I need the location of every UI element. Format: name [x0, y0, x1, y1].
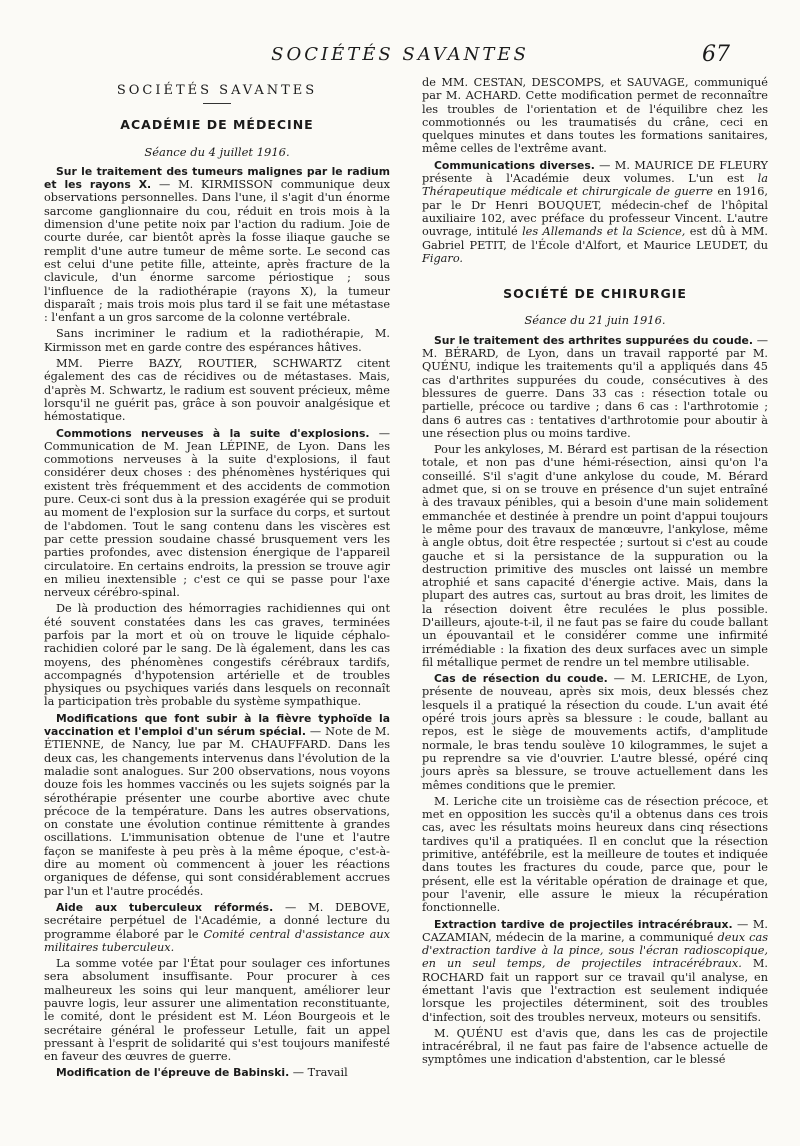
running-head [0, 40, 800, 70]
paragraph-lead: Cas de résection du coude. [434, 672, 608, 686]
paragraph-emphasis: Figaro. [422, 251, 464, 265]
paragraph-text: — Note de M. ÉTIENNE, de Nancy, lue par M. CHAUFFARD. Dans les deux cas, les changements intervenus dans l'évolution de la maladie sont analogues. Sur 200 observations, nous voyons douze fois les hommes vaccinés ou les sujets soignés par la sérothérapie présenter une courbe abortive avec chute précoce de la température. Dans les autres observations, on constate une évolution continue rémittente à grandes oscillations. L'immunisation obtenue de l'une et l'autre façon se manifeste à peu près à la même époque, c'est-à-dire au moment où commencent à jouer les réactions organiques de défense, qui sont considérablement accrues par l'un et l'autre procédés. [44, 725, 390, 898]
paragraph-text: — Communication de M. Jean LÉPINE, de Lyon. Dans les commotions nerveuses à la suite d'explosions, il faut considérer deux choses : des phénomènes hystériques qui existent très fréquemment et des accidents de commotion pure. Ceux-ci sont dus à la pression exagérée qui se produit au moment de l'explosion sur la surface du corps, et surtout de l'abdomen. Tout le sang contenu dans les viscères est par cette pression soudaine chassé brusquement vers les parties profondes, avec distension énergique de l'appareil circulatoire. En certains endroits, la pression se trouve agir en milieu inextensible ; c'est ce qui se passe pour l'axe nerveux cérébro-spinal. [44, 426, 390, 600]
running-title: SOCIÉTÉS SAVANTES [271, 44, 529, 65]
paragraph-emphasis: les Allemands et la Science, [522, 225, 686, 239]
paragraph-emphasis: Comité central d'assistance aux militaires tuberculeux. [44, 927, 390, 954]
paragraph-text: — M. BÉRARD, de Lyon, dans un travail rapporté par M. QUÉNU, indique les traitements qu'il a appliqués dans 45 cas d'arthrites suppurées du coude, consécutives à des blessures de guerre. Dans 33 cas : résection totale ou partielle, précoce ou tardive ; dans 6 cas : l'arthrotomie ; dans 6 autres cas : tentatives d'arthrotomie pour aboutir à une résection plus ou moins tardive. [422, 333, 768, 440]
paragraph-text: M. ROCHARD fait un rapport sur ce travail qu'il analyse, en émettant l'avis que l'extraction est seulement indiquée lorsque les projectiles déterminent, soit des troubles d'infection, soit des troubles nerveux, moteurs ou sensitifs. [422, 957, 769, 1024]
paragraph-lead: Modifications que font subir à la fièvre typhoïde la vaccination et l'emploi d'un sérum spécial. [44, 711, 390, 739]
paragraph-text: — Travail [289, 1066, 348, 1080]
paragraph-radium [44, 165, 390, 325]
paragraph-lead: Commotions nerveuses à la suite d'explosions. [56, 426, 370, 440]
paragraph-arthrites [422, 334, 768, 440]
paragraph-resection [422, 672, 768, 792]
society-heading-academie: ACADÉMIE DE MÉDECINE [120, 117, 314, 133]
paragraph-tuberculeux [44, 901, 390, 954]
paragraph: La somme votée par l'État pour soulager ces infortunes sera absolument insuffisante. Pour procurer à ces malheureux les soins qui leur manquent, améliorer leur pauvre logis, leur assurer une alimentation reconstituante, le comité, dont le président est M. Léon Bourgeois et le secrétaire général le professeur Letulle, fait un appel pressant à l'esprit de solidarité qui s'est toujours manifesté en faveur des œuvres de guerre. [44, 957, 390, 1064]
paragraph-communications [422, 159, 768, 265]
paragraph-text: — M. DEBOVE, secrétaire perpétuel de l'Académie, a donné lecture du programme élaboré par le [44, 900, 391, 941]
section-title: SOCIÉTÉS SAVANTES [116, 83, 318, 98]
paragraph-lead: Sur le traitement des tumeurs malignes par le radium et les rayons X. [44, 164, 390, 192]
paragraph-typhoide [44, 712, 390, 898]
paragraph-lead: Modification de l'épreuve de Babinski. [56, 1066, 290, 1080]
paragraph-continuation: de MM. CESTAN, DESCOMPS, et SAUVAGE, communiqué par M. ACHARD. Cette modification permet de reconnaître les troubles de l'orientation et de l'équilibre chez les commotionnés ou les traumatisés du crâne, ceci en quelques minutes et dans toutes les formations sanitaires, même celles de l'extrême avant. [422, 76, 768, 156]
paragraph-text: — M. MAURICE DE FLEURY présente à l'Académie deux volumes. L'un est [422, 158, 768, 186]
paragraph: De là production des hémorragies rachidiennes qui ont été souvent constatées dans les cas graves, terminées parfois par la mort et où on trouve le liquide céphalo-rachidien coloré par le sang. De là également, dans les cas moyens, des phénomènes congestifs cérébraux tardifs, accompagnés d'hypotension artérielle et de troubles physiques ou psychiques variés dans lesquels on reconnaît la participation très probable du système sympathique. [44, 602, 390, 709]
title-rule [203, 103, 231, 104]
paragraph-lead: Communications diverses. [434, 158, 595, 172]
page-number: 67 [702, 42, 730, 67]
paragraph-text: en 1916, par le Dr Henri BOUQUET, médecin-chef de l'hôpital auxiliaire 102, avec préface du professeur Vincent. L'autre ouvrage, intitulé [422, 185, 768, 239]
paragraph-emphasis: deux cas d'extraction tardive à la pince, sous l'écran radioscopique, en un seul temps, de projectiles intracérébraux. [422, 930, 769, 971]
paragraph-text: — M. KIRMISSON communique deux observations personnelles. Dans l'une, il s'agit d'un énorme sarcome ganglionnaire du cou, réduit en trois mois à la dimension d'une petite noix par l'action du radium. Joie de courte durée, car bientôt après la fosse iliaque gauche se remplit d'une autre tumeur de même sorte. Le second cas est celui d'une petite fille, atteinte, après fracture de la clavicule, d'un énorme sarcome périostique ; sous l'influence de la radiothérapie (rayons X), la tumeur disparaît ; mais trois mois plus tard il se fait une métastase : l'enfant a un gros sarcome de la colonne vertébrale. [44, 178, 391, 325]
society-heading-chirurgie: SOCIÉTÉ DE CHIRURGIE [503, 286, 687, 302]
paragraph: Pour les ankyloses, M. Bérard est partisan de la résection totale, et non pas d'une hémi-résection, ainsi qu'on l'a conseillé. S'il s'agit d'une ankylose du coude, M. Bérard admet que, si on se trouve en présence d'un sujet entraîné à des travaux pénibles, qui a besoin d'une main solidement emmanchée et destinée à prendre un point d'appui toujours le même pour des travaux de manœuvre, l'ankylose, même à angle obtus, doit être respectée ; surtout si c'est au coude gauche et si la persistance de la suppuration ou la destruction primitive des muscles ont laissé un membre atrophié et sans capacité d'énergie active. Mais, dans la plupart des autres cas, surtout au bras droit, les limites de la résection doivent être reculées le plus possible. D'ailleurs, ajoute-t-il, il ne faut pas se faire du coude ballant un épouvantail et le considérer comme une infirmité irrémédiable : la fixation des deux surfaces avec un simple fil métallique permet de rendre un tel membre utilisable. [422, 443, 768, 669]
paragraph-lead: Extraction tardive de projectiles intracérébraux. [434, 917, 733, 931]
paragraph: M. Leriche cite un troisième cas de résection précoce, et met en opposition les succès qu'il a obtenus dans ces trois cas, avec les résultats moins heureux dans cinq résections tardives qu'il a pratiquées. Il en conclut que la résection primitive, antéfébrile, est la meilleure de toutes et indiquée dans toutes les fractures du coude, parce que, pour le présent, elle est la véritable opération de drainage et que, pour l'avenir, elle assure le mieux la récupération fonctionnelle. [422, 794, 768, 915]
paragraph: MM. Pierre BAZY, ROUTIER, SCHWARTZ citent également des cas de récidives ou de métastases. Mais, d'après M. Schwartz, le radium est souvent précieux, même lorsqu'il ne guérit pas, grâce à son pouvoir analgésique et hémostatique. [44, 357, 390, 424]
paragraph-emphasis: la Thérapeutique médicale et chirurgicale de guerre [422, 172, 768, 199]
paragraph-babinski [44, 1066, 390, 1079]
seance-date: Séance du 4 juillet 1916. [144, 144, 290, 159]
paragraph-commotions [44, 427, 390, 600]
paragraph-lead: Sur le traitement des arthrites suppurées du coude. [434, 333, 753, 347]
paragraph: Sans incriminer le radium et la radiothérapie, M. Kirmisson met en garde contre des espérances hâtives. [44, 327, 390, 354]
left-column [44, 76, 390, 1083]
paragraph: M. QUÉNU est d'avis que, dans les cas de projectile intracérébral, il ne faut pas faire de l'absence actuelle de symptômes une indication d'abstention, car le blessé [422, 1026, 768, 1067]
paragraph-text: — M. CAZAMIAN, médecin de la marine, a communiqué [422, 917, 769, 944]
seance-date: Séance du 21 juin 1916. [524, 313, 666, 328]
right-column [422, 76, 768, 1070]
paragraph-projectiles [422, 918, 768, 1024]
paragraph-lead: Aide aux tuberculeux réformés. [56, 900, 274, 914]
paragraph-text: — M. LERICHE, de Lyon, présente de nouveau, après six mois, deux blessés chez lesquels il a pratiqué la résection du coude. L'un avait été opéré trois jours après sa blessure : le coude, ballant au repos, est le siège de mouvements actifs, d'amplitude normale, le bras tendu soulève 10 kilogrammes, le sujet a pu reprendre sa vie d'ouvrier. L'autre blessé, opéré cinq jours après sa blessure, se trouve actuellement dans les mêmes conditions que le premier. [422, 672, 768, 792]
paragraph-text: est dû à MM. Gabriel PETIT, de l'École d'Alfort, et Maurice LEUDET, du [422, 225, 768, 252]
